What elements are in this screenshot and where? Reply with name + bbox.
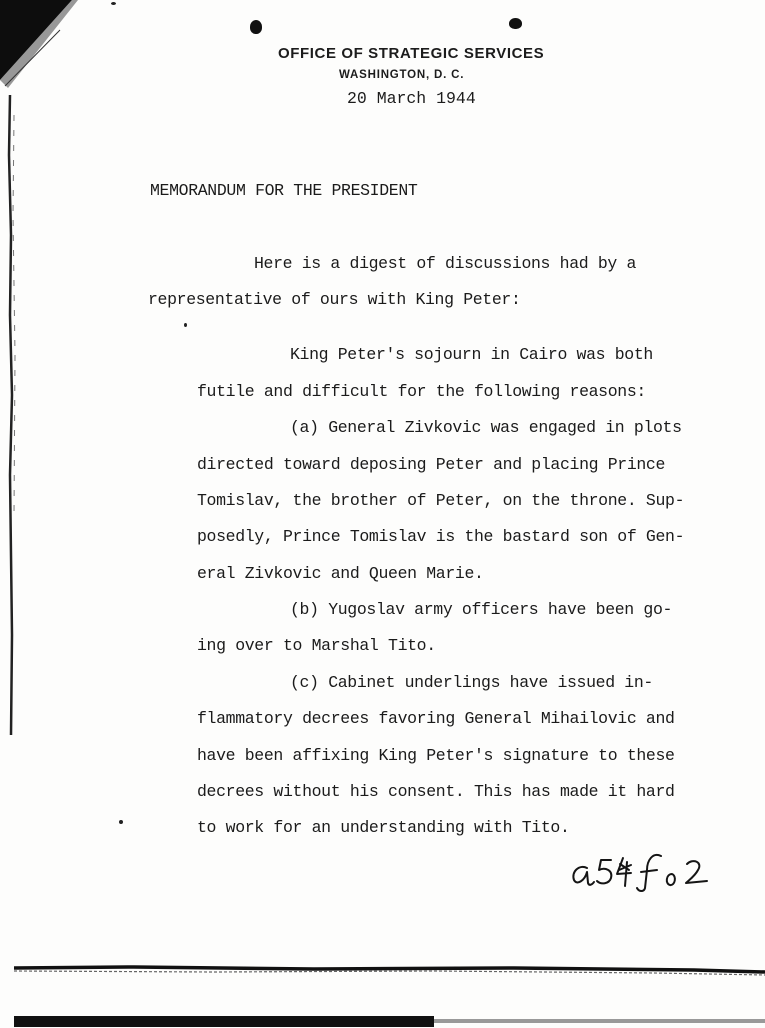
lead-line: futile and difficult for the following reasons: — [197, 382, 646, 401]
item-a-line: Tomislav, the brother of Peter, on the throne. Sup- — [197, 491, 685, 510]
lead-line: King Peter's sojourn in Cairo was both — [290, 345, 653, 364]
bottom-scan-bar — [14, 1013, 765, 1028]
item-a-line: directed toward deposing Peter and placing Prince — [197, 455, 666, 474]
intro-line: representative of ours with King Peter: — [148, 290, 521, 309]
bottom-edge-rule — [14, 962, 765, 976]
letterhead-mark-right — [509, 18, 522, 29]
memo-heading: MEMORANDUM FOR THE PRESIDENT — [150, 181, 418, 200]
letterhead-organization: OFFICE OF STRATEGIC SERVICES — [278, 45, 545, 62]
memo-date: 20 March 1944 — [347, 89, 476, 108]
ink-speck — [119, 820, 123, 824]
letterhead-mark-left — [250, 20, 262, 34]
ink-speck — [184, 323, 187, 327]
item-a-line: posedly, Prince Tomislav is the bastard son of Gen- — [197, 527, 685, 546]
intro-line: Here is a digest of discussions had by a — [254, 254, 637, 273]
item-c-line: flammatory decrees favoring General Mihailovic and — [197, 709, 675, 728]
item-c-line: decrees without his consent. This has made it hard — [197, 782, 675, 801]
item-b-line: ing over to Marshal Tito. — [197, 636, 436, 655]
item-c-line: (c) Cabinet underlings have issued in- — [290, 673, 653, 692]
item-c-line: to work for an understanding with Tito. — [197, 818, 570, 837]
item-a-line: eral Zivkovic and Queen Marie. — [197, 564, 484, 583]
folded-corner-shadow — [0, 0, 80, 95]
ink-speck — [111, 2, 116, 5]
item-c-line: have been affixing King Peter's signature to these — [197, 746, 675, 765]
left-page-edge-shadow — [0, 95, 18, 735]
item-a-line: (a) General Zivkovic was engaged in plots — [290, 418, 682, 437]
handwritten-archive-number — [565, 850, 715, 895]
item-b-line: (b) Yugoslav army officers have been go- — [290, 600, 673, 619]
letterhead-location: WASHINGTON, D. C. — [339, 69, 465, 81]
